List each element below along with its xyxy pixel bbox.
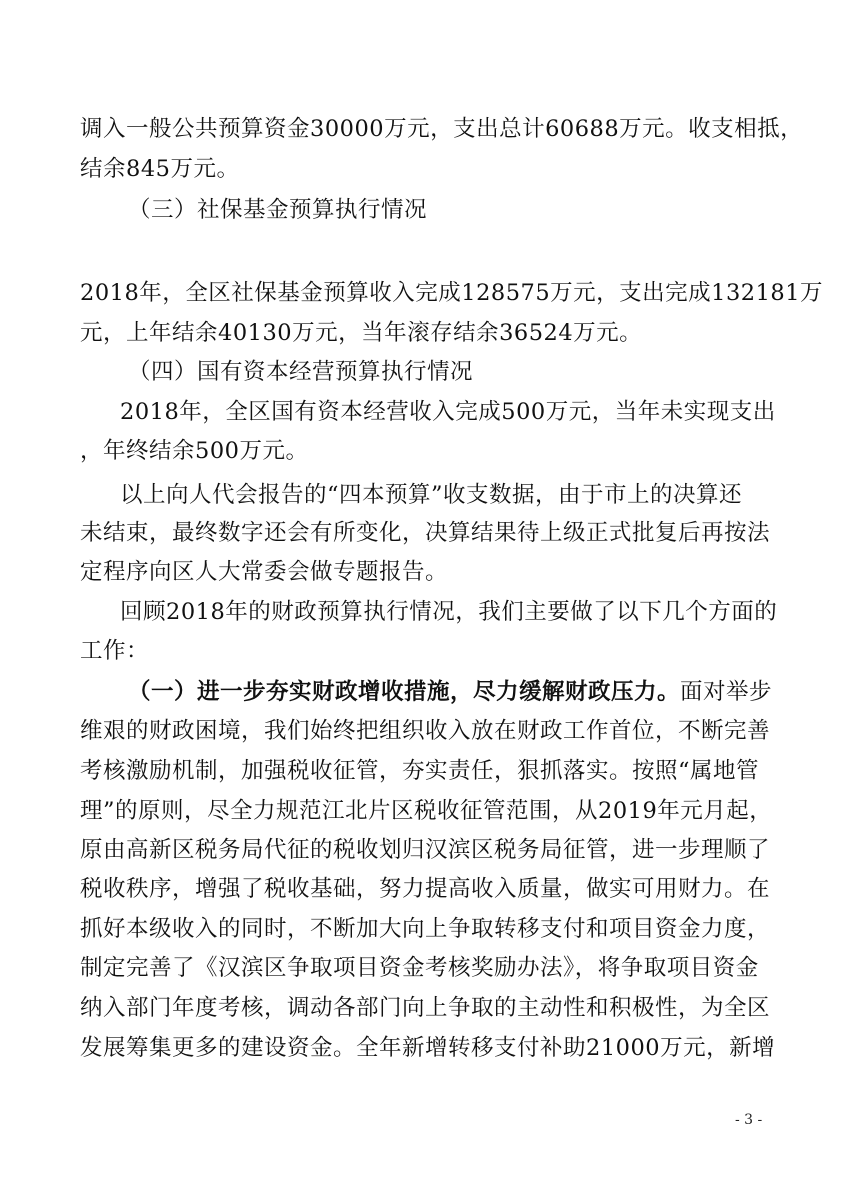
bold-lead-heading: （一）进一步夯实财政增收措施，尽力缓解财政压力。 (128, 679, 681, 705)
body-line: 抓好本级收入的同时，不断加大向上争取转移支付和项目资金力度， (80, 916, 771, 942)
body-line: 未结束，最终数字还会有所变化，决算结果待上级正式批复后再按法 (80, 520, 771, 546)
body-text: 面对举步 (680, 679, 773, 705)
body-line: 考核激励机制，加强税收征管，夯实责任，狠抓落实。按照“属地管 (80, 758, 760, 784)
body-line: 回顾2018年的财政预算执行情况，我们主要做了以下几个方面的 (120, 599, 778, 625)
page-number: - 3 - (735, 1112, 763, 1128)
body-line: 结余845万元。 (80, 156, 240, 182)
body-line: 以上向人代会报告的“四本预算”收支数据，由于市上的决算还 (120, 482, 743, 508)
body-line: 理”的原则，尽全力规范江北片区税收征管范围，从2019年元月起， (80, 798, 773, 824)
body-line: ，年终结余500万元。 (80, 438, 309, 464)
section-heading: （四）国有资本经营预算执行情况 (128, 359, 474, 385)
body-line: 发展筹集更多的建设资金。全年新增转移支付补助21000万元，新增 (80, 1035, 776, 1061)
body-line: 2018年，全区社保基金预算收入完成128575万元，支出完成132181万 (80, 280, 824, 306)
body-line: 维艰的财政困境，我们始终把组织收入放在财政工作首位，不断完善 (80, 718, 771, 744)
body-line: 2018年，全区国有资本经营收入完成500万元，当年未实现支出 (120, 399, 776, 425)
body-line: 税收秩序，增强了税收基础，努力提高收入质量，做实可用财力。在 (80, 876, 771, 902)
body-line: 定程序向区人大常委会做专题报告。 (80, 559, 449, 585)
body-line: 纳入部门年度考核，调动各部门向上争取的主动性和积极性，为全区 (80, 995, 771, 1021)
section-heading: （三）社保基金预算执行情况 (128, 197, 428, 223)
body-line: 调入一般公共预算资金30000万元，支出总计60688万元。收支相抵， (80, 116, 804, 142)
body-line: 元，上年结余40130万元，当年滚存结余36524万元。 (80, 320, 643, 346)
body-line: 原由高新区税务局代征的税收划归汉滨区税务局征管，进一步理顺了 (80, 837, 771, 863)
body-line: 工作： (80, 638, 150, 664)
body-line: 制定完善了《汉滨区争取项目资金考核奖励办法》，将争取项目资金 (80, 955, 759, 981)
paragraph-first-line (0, 677, 848, 707)
